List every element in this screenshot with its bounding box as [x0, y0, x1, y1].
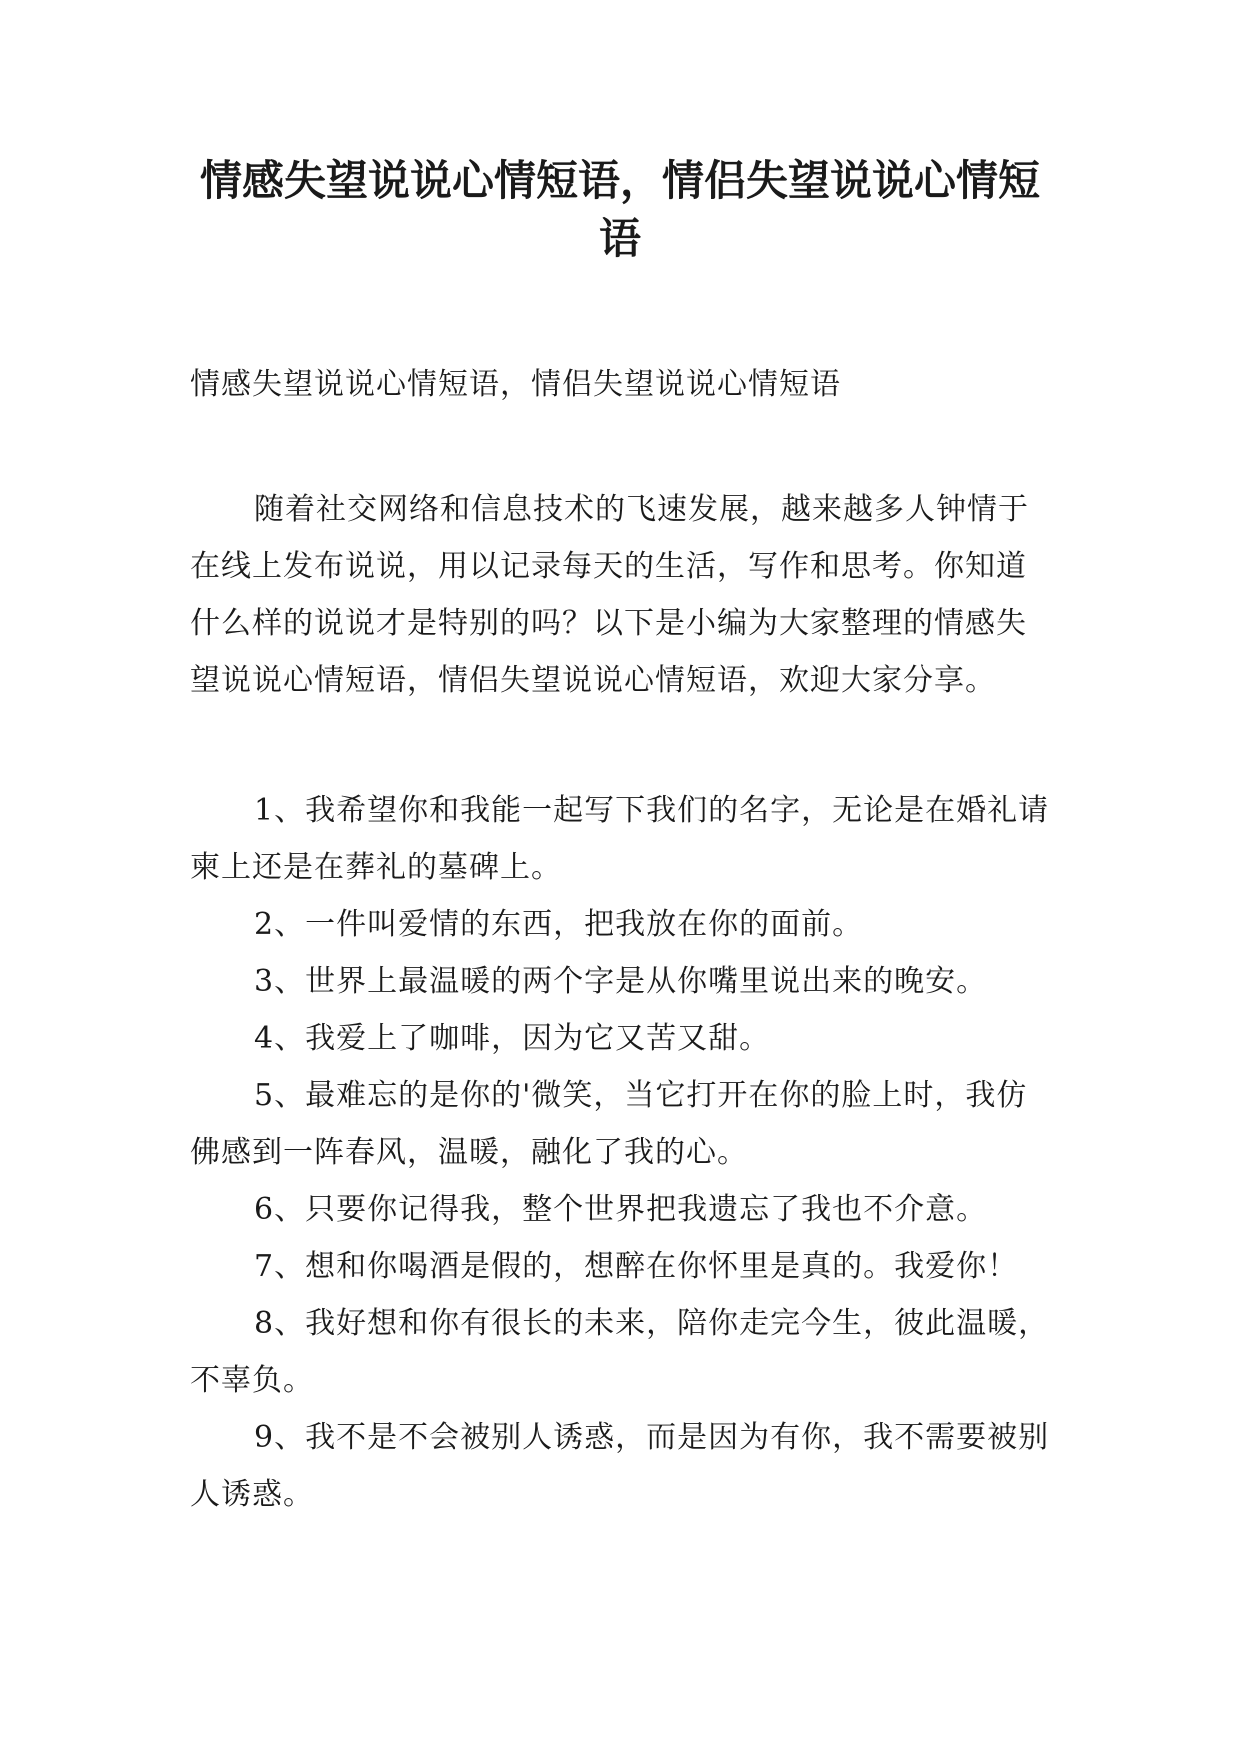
list-item: 4、我爱上了咖啡，因为它又苦又甜。 [254, 1021, 771, 1056]
list-item: 1、我希望你和我能一起写下我们的名字，无论是在婚礼请柬上还是在葬礼的墓碑上。 [190, 793, 1050, 885]
list-item: 7、想和你喝酒是假的，想醉在你怀里是真的。我爱你！ [254, 1249, 1019, 1284]
list-item: 3、世界上最温暖的两个字是从你嘴里说出来的晚安。 [254, 964, 988, 999]
list-item: 9、我不是不会被别人诱惑，而是因为有你，我不需要被别人诱惑。 [190, 1420, 1050, 1512]
list-item: 5、最难忘的是你的'微笑，当它打开在你的脸上时，我仿佛感到一阵春风，温暖，融化了我的心。 [190, 1078, 1028, 1170]
intro-paragraph: 随着社交网络和信息技术的飞速发展，越来越多人钟情于在线上发布说说，用以记录每天的生活，写作和思考。你知道什么样的说说才是特别的吗？以下是小编为大家整理的情感失望说说心情短语，情侣失望说说心情短语，欢迎大家分享。 [190, 492, 1029, 698]
document-subtitle: 情感失望说说心情短语，情侣失望说说心情短语 [190, 367, 841, 402]
list-item: 2、一件叫爱情的东西，把我放在你的面前。 [254, 907, 864, 942]
document-body [190, 356, 1052, 1523]
document-title: 情感失望说说心情短语，情侣失望说说心情短语 [199, 156, 1040, 263]
list-item: 8、我好想和你有很长的未来，陪你走完今生，彼此温暖，不辜负。 [190, 1306, 1050, 1398]
list-item: 6、只要你记得我，整个世界把我遗忘了我也不介意。 [254, 1192, 988, 1227]
